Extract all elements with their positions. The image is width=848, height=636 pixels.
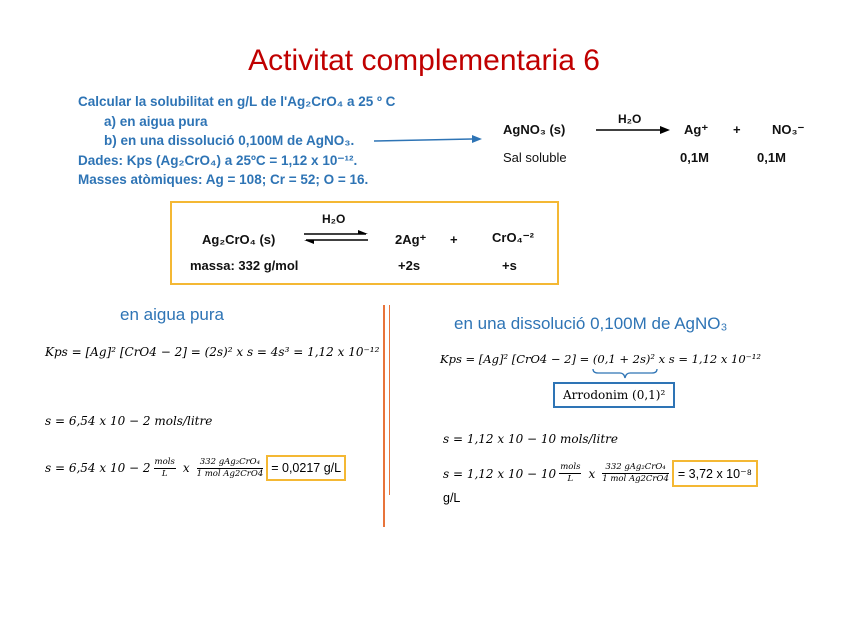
ag2cro4-arrow-label: H₂O (322, 212, 346, 226)
brace-icon (592, 368, 658, 380)
agno3-reactant: AgNO₃ (s) (503, 122, 566, 137)
right-conversion-equation (443, 460, 758, 487)
right-solubility-equation: s = 1,12 x 10 − 10 mols/litre (443, 432, 618, 446)
page-title: Activitat complementaria 6 (248, 44, 600, 77)
right-fraction-mols (559, 462, 581, 485)
right-frac1-den: L (567, 474, 574, 484)
ag2cro4-s2: +s (502, 258, 517, 273)
column-divider (383, 305, 385, 527)
problem-item-a: a) en aigua pura (104, 114, 208, 129)
left-fraction-mols (154, 457, 176, 480)
left-conv-prefix: s = 6,54 x 10 − 2 (45, 461, 151, 475)
left-frac1-den: L (161, 468, 168, 479)
equilibrium-arrow-icon (302, 230, 370, 244)
ag2cro4-s1: +2s (398, 258, 421, 273)
left-solubility-equation: s = 6,54 x 10 − 2 mols/litre (45, 414, 213, 428)
right-conv-prefix: s = 1,12 x 10 − 10 (443, 466, 557, 481)
pointer-arrow-icon (372, 133, 484, 147)
right-frac2-num: 332 gAg₂CrO₄ (602, 462, 669, 474)
ag2cro4-plus: + (450, 232, 458, 247)
left-frac2-num: 332 gAg₂CrO₄ (197, 457, 264, 469)
agno3-product-ag: Ag⁺ (684, 122, 709, 137)
right-fraction-mass (602, 462, 669, 485)
left-heading: en aigua pura (120, 305, 224, 324)
left-result: = 0,0217 g/L (266, 455, 346, 481)
ag2cro4-reactant: Ag₂CrO₄ (s) (202, 232, 276, 247)
left-times: x (182, 461, 190, 475)
left-kps-equation: Kps = [Ag]² [CrO4 − 2] = (2s)² x s = 4s³ = 1,12 x 10⁻¹² (45, 345, 380, 359)
right-kps-equation: Kps = [Ag]² [CrO4 − 2] = (0,1 + 2s)² x s = 1,12 x 10⁻¹² (440, 352, 761, 366)
ag2cro4-mass: massa: 332 g/mol (190, 258, 299, 273)
left-fraction-mass (197, 457, 264, 480)
agno3-arrow-label: H₂O (618, 112, 642, 126)
right-times: x (588, 466, 596, 481)
right-heading: en una dissolució 0,100M de AgNO₃ (454, 314, 728, 333)
agno3-note: Sal soluble (503, 150, 567, 165)
right-result: = 3,72 x 10⁻⁸ (672, 460, 758, 487)
right-frac2-den: 1 mol Ag2CrO4 (602, 474, 669, 484)
agno3-conc-no3: 0,1M (757, 150, 786, 165)
agno3-product-no3: NO₃⁻ (772, 122, 805, 137)
right-result-unit: g/L (443, 491, 461, 505)
problem-item-b: b) en una dissolució 0,100M de AgNO₃. (104, 133, 355, 148)
left-frac1-num: mols (154, 456, 175, 467)
ag2cro4-product-cro4: CrO₄⁻² (492, 230, 534, 245)
column-divider-secondary (389, 305, 390, 495)
problem-masses: Masses atòmiques: Ag = 108; Cr = 52; O = 16. (78, 172, 369, 187)
agno3-plus: + (733, 122, 741, 137)
left-conversion-equation (45, 455, 346, 481)
left-frac2-den: 1 mol Ag2CrO4 (196, 468, 264, 479)
reaction-arrow-icon (596, 124, 672, 136)
ag2cro4-product-ag: 2Ag⁺ (395, 232, 427, 247)
agno3-conc-ag: 0,1M (680, 150, 709, 165)
right-frac1-num: mols (560, 462, 581, 472)
round-note-box: Arrodonim (0,1)² (553, 382, 675, 408)
problem-data: Dades: Kps (Ag₂CrO₄) a 25ºC = 1,12 x 10⁻¹². (78, 153, 358, 168)
problem-line: Calcular la solubilitat en g/L de l'Ag₂CrO₄ a 25 º C (78, 94, 396, 109)
